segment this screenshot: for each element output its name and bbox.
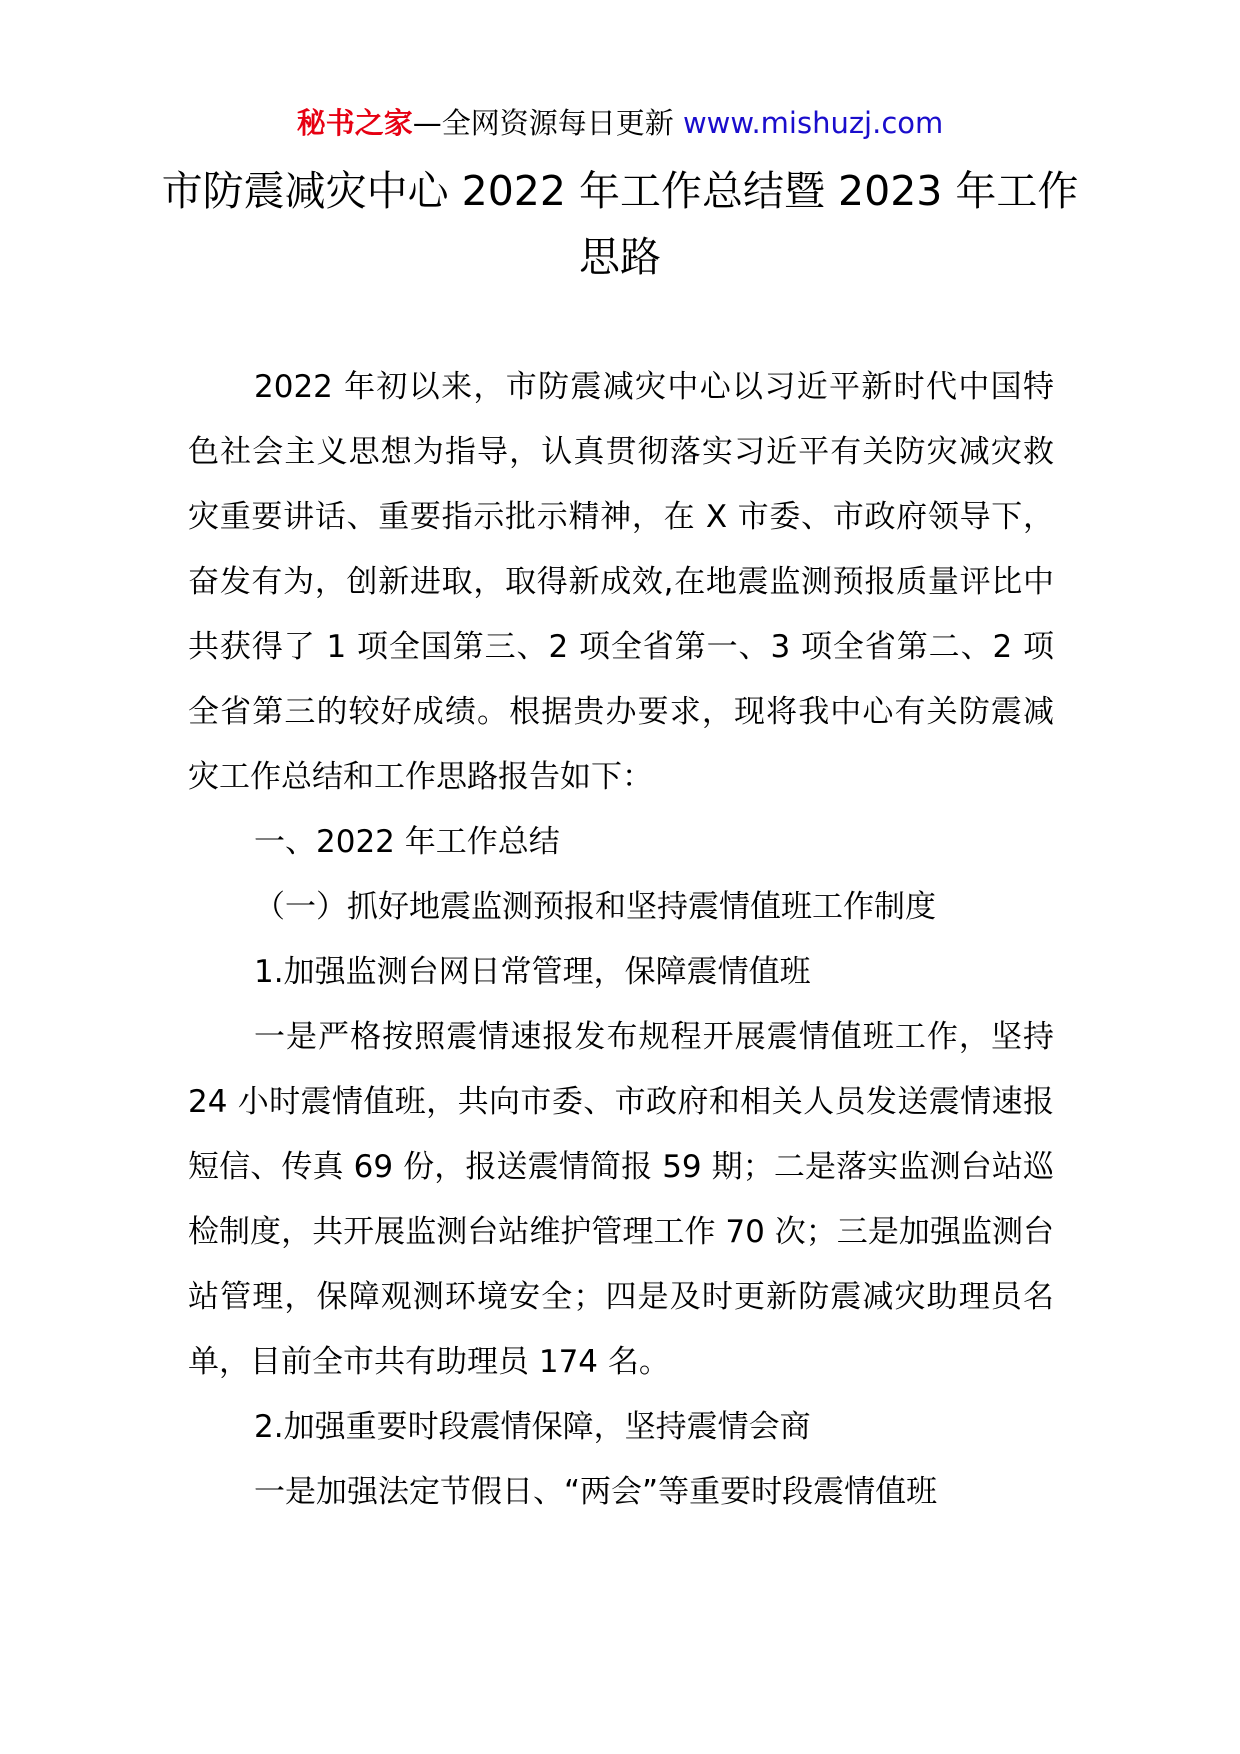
item-heading-1: 1.加强监测台网日常管理，保障震情值班 bbox=[254, 954, 811, 990]
item-paragraph-1: 一是严格按照震情速报发布规程开展震情值班工作，坚持 24 小时震情值班，共向市委、市政府和相关人员发送震情速报短信、传真 69 份，报送震情简报 59 期；二是落实监测台站巡检制度，共开展监测台站维护管理工作 70 次；三是加强监测台站管理，保障观测环境安全；四是及时更新防震减灾助理员名单，目前全市共有助理员 174 名。 bbox=[188, 1019, 1054, 1380]
document-title: 市防震减灾中心 2022 年工作总结暨 2023 年工作思路 bbox=[161, 167, 1079, 281]
item-heading-2: 2.加强重要时段震情保障，坚持震情会商 bbox=[254, 1409, 811, 1445]
site-brand: 秘书之家 bbox=[296, 106, 413, 140]
section-heading-1: 一、2022 年工作总结 bbox=[254, 824, 560, 860]
site-header bbox=[0, 100, 1240, 146]
intro-paragraph: 2022 年初以来，市防震减灾中心以习近平新时代中国特色社会主义思想为指导，认真贯彻落实习近平有关防灾减灾救灾重要讲话、重要指示批示精神，在 X 市委、市政府领导下，奋发有为，创新进取，取得新成效,在地震监测预报质量评比中共获得了 1 项全国第三、2 项全省第一、3 项全省第二、2 项全省第三的较好成绩。根据贵办要求，现将我中心有关防震减灾工作总结和工作思路报告如下： bbox=[188, 369, 1054, 795]
subsection-heading-1: （一）抓好地震监测预报和坚持震情值班工作制度 bbox=[254, 889, 936, 925]
site-tagline: —全网资源每日更新 bbox=[412, 106, 683, 140]
site-url-link[interactable]: www.mishuzj.com bbox=[682, 106, 944, 140]
item-paragraph-2: 一是加强法定节假日、“两会”等重要时段震情值班 bbox=[254, 1474, 938, 1510]
document-body bbox=[188, 355, 1054, 1525]
